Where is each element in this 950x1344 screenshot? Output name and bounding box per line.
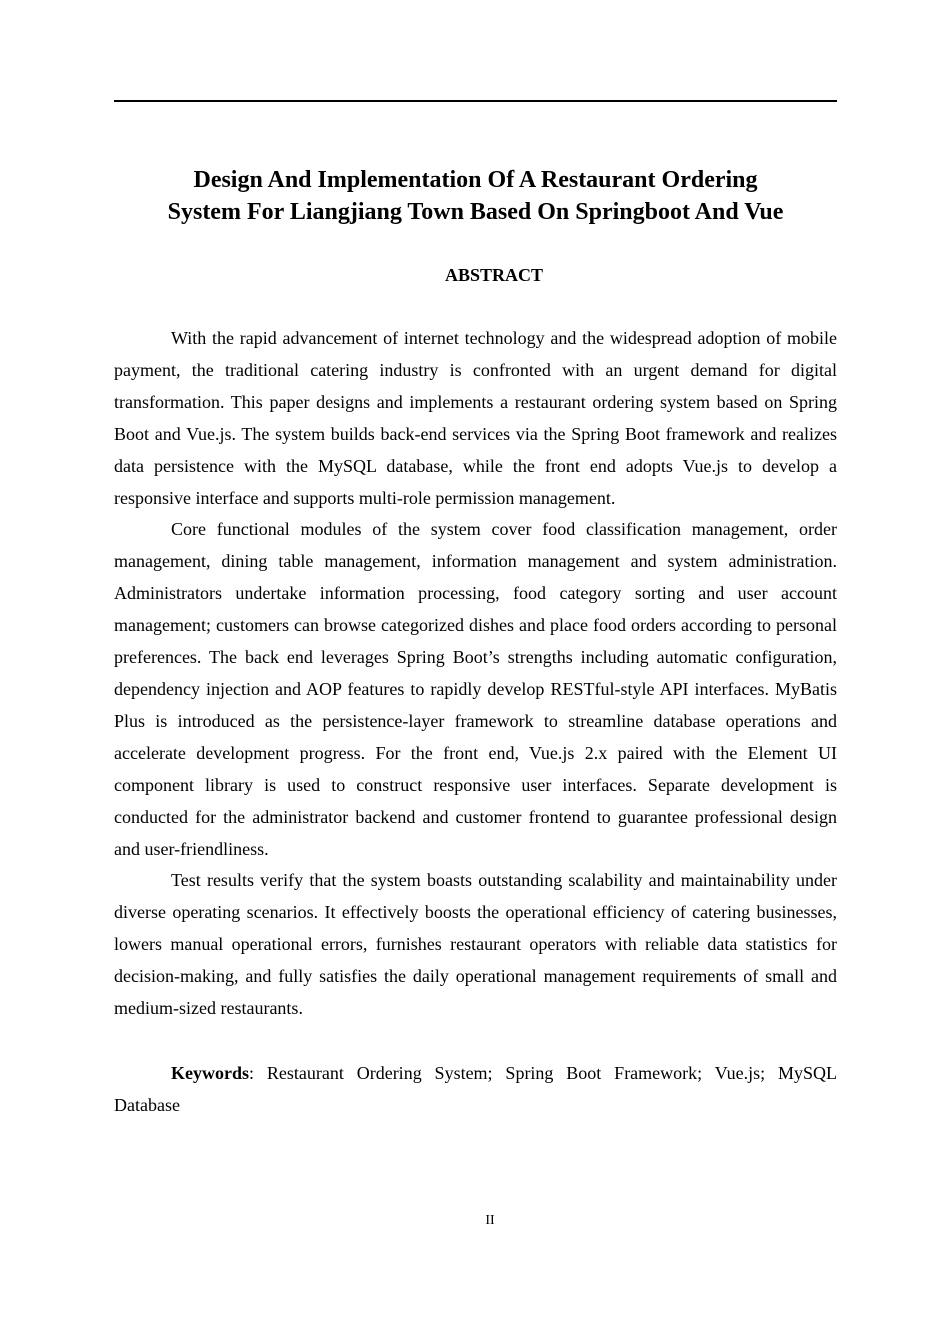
abstract-paragraph-1: With the rapid advancement of internet technology and the widespread adoption of mobile payment, the traditional catering industry is confronted with an urgent demand for digital transformation. This paper designs and implements a restaurant ordering system based on Spring Boot and Vue.js. The system builds back-end services via the Spring Boot framework and realizes data persistence with the MySQL database, while the front end adopts Vue.js to develop a responsive interface and supports multi-role permission management. — [114, 328, 837, 508]
keywords — [114, 1057, 837, 1121]
header-rule — [114, 100, 837, 102]
page-number: II — [485, 1213, 495, 1228]
keywords-label: Keywords — [171, 1063, 249, 1083]
abstract-paragraph-2: Core functional modules of the system cover food classification management, order management, dining table management, information management and system administration. Administrators undertake information processing, food category sorting and user account management; customers can browse categorized dishes and place food orders according to personal preferences. The back end leverages Spring Boot’s strengths including automatic configuration, dependency injection and AOP features to rapidly develop RESTful-style API interfaces. MyBatis Plus is introduced as the persistence-layer framework to streamline database operations and accelerate development progress. For the front end, Vue.js 2.x paired with the Element UI component library is used to construct responsive user interfaces. Separate development is conducted for the administrator backend and customer frontend to guarantee professional design and user-friendliness. — [114, 519, 837, 859]
abstract-paragraph-3: Test results verify that the system boasts outstanding scalability and maintainability under diverse operating scenarios. It effectively boosts the operational efficiency of catering businesses, lowers manual operational errors, furnishes restaurant operators with reliable data statistics for decision-making, and fully satisfies the daily operational management requirements of small and medium-sized restaurants. — [114, 870, 837, 1019]
keywords-text: : Restaurant Ordering System; Spring Boot Framework; Vue.js; MySQL Database — [114, 1063, 837, 1115]
title-line-1: Design And Implementation Of A Restaurant Ordering — [193, 167, 758, 193]
abstract-body — [114, 323, 837, 1025]
title-line-2: System For Liangjiang Town Based On Springboot And Vue — [167, 199, 784, 225]
abstract-heading: ABSTRACT — [444, 265, 544, 285]
paper-title — [114, 164, 837, 228]
